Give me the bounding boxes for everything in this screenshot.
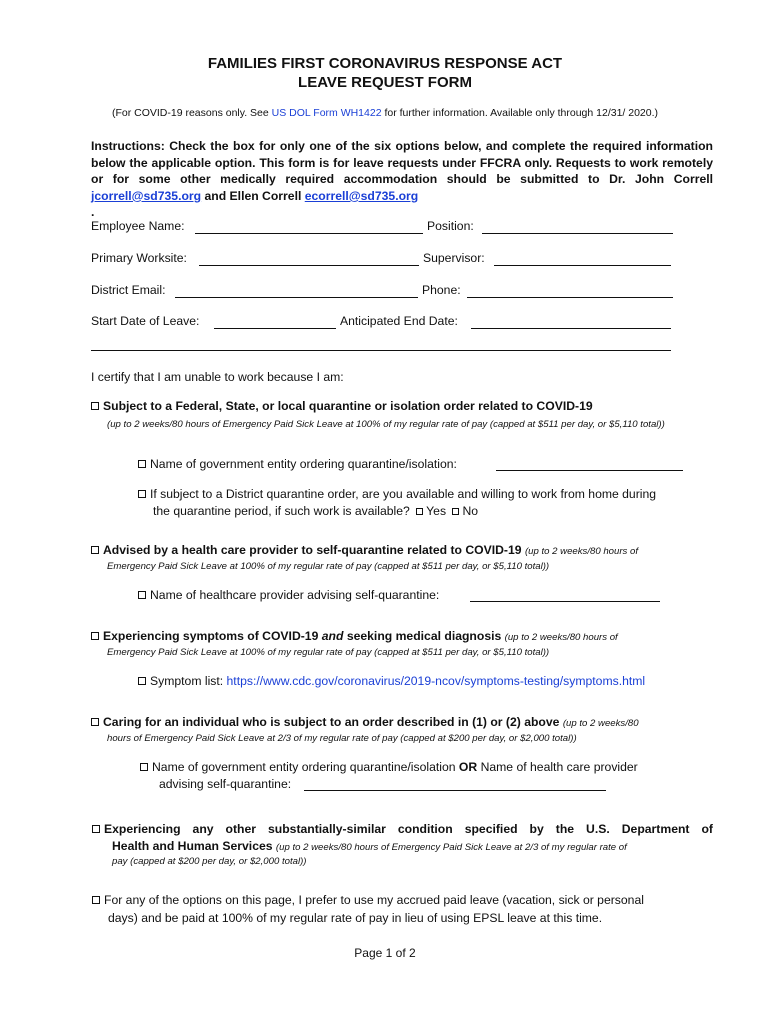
option-4-sub-1: Name of government entity ordering quarantine/isolation OR Name of health care provider [140,760,638,774]
option-1-note: (up to 2 weeks/80 hours of Emergency Paid Sick Leave at 100% of my regular rate of pay (capped at $511 per day, or $5,110 total)) [107,419,665,430]
form-title-line2: LEAVE REQUEST FORM [298,74,472,91]
email-link-jcorrell[interactable]: jcorrell@sd735.org [91,188,202,203]
phone-field[interactable] [467,297,673,298]
option-1-sub-2-checkbox[interactable] [138,490,146,498]
employee-name-field[interactable] [195,233,423,234]
primary-worksite-field[interactable] [199,265,419,266]
cdc-symptoms-link[interactable]: https://www.cdc.gov/coronavirus/2019-ncov/symptoms-testing/symptoms.html [226,674,646,688]
option-1: Subject to a Federal, State, or local quarantine or isolation order related to COVID-19 [91,399,593,413]
option-4-sub-1-line2: advising self-quarantine: [159,777,292,791]
option-1-sub-2-line2: the quarantine period, if such work is available? Yes No [153,504,479,518]
option-6-checkbox[interactable] [92,896,100,904]
district-email-label: District Email: [91,283,166,297]
option-3-checkbox[interactable] [91,632,99,640]
option-5: Experiencing any other substantially-similar condition specified by the U.S. Department of [92,822,713,836]
government-entity-field[interactable] [496,470,683,471]
position-label: Position: [427,219,474,233]
option-3-sub-1-checkbox[interactable] [138,677,146,685]
employee-name-label: Employee Name: [91,219,185,233]
option-1-sub-2: If subject to a District quarantine order, are you available and willing to work from home during [138,487,656,501]
option-2: Advised by a health care provider to self-quarantine related to COVID-19 (up to 2 weeks/80 hours of [91,543,638,557]
district-email-field[interactable] [175,297,418,298]
option-6-line2: days) and be paid at 100% of my regular rate of pay in lieu of using EPSL leave at this time. [108,911,603,925]
option-2-checkbox[interactable] [91,546,99,554]
supervisor-label: Supervisor: [423,251,485,265]
start-date-field[interactable] [214,328,336,329]
certify-statement: I certify that I am unable to work because I am: [91,370,344,384]
page-number: Page 1 of 2 [354,946,416,960]
end-date-field[interactable] [471,328,671,329]
phone-label: Phone: [422,283,461,297]
option-4-sub-1-checkbox[interactable] [140,763,148,771]
subtitle: (For COVID-19 reasons only. See US DOL Form WH1422 for further information. Available only through 12/31/ 2020.) [111,107,659,119]
position-field[interactable] [482,233,673,234]
option-1-checkbox[interactable] [91,402,99,410]
healthcare-provider-field[interactable] [470,601,660,602]
option-3: Experiencing symptoms of COVID-19 and seeking medical diagnosis (up to 2 weeks/80 hours of [91,629,618,643]
supervisor-field[interactable] [494,265,671,266]
email-link-ecorrell[interactable]: ecorrell@sd735.org [304,188,419,203]
dol-form-link[interactable]: US DOL Form WH1422 [271,107,382,119]
instructions: Instructions: Check the box for only one of the six options below, and complete the required information below the applicable option. This form is for leave requests under FFCRA only. Requests to work remotely or for some other medically required accommodation should be submitted to Dr. John Correll jcorrell@sd735.org and Ellen Correll ecorrell@sd735.org . [91,139,713,220]
option-4-note: hours of Emergency Paid Sick Leave at 2/3 of my regular rate of pay (capped at $200 per day, or $2,000 total)) [107,733,577,744]
additional-line[interactable] [91,350,671,351]
option-2-sub-1: Name of healthcare provider advising self-quarantine: [138,588,439,602]
form-title-line1: FAMILIES FIRST CORONAVIRUS RESPONSE ACT [207,55,563,72]
end-date-label: Anticipated End Date: [340,314,458,328]
yes-checkbox[interactable] [416,508,423,515]
option-3-note: Emergency Paid Sick Leave at 100% of my regular rate of pay (capped at $511 per day, or $5,110 total)) [107,647,550,658]
option-5-note: pay (capped at $200 per day, or $2,000 total)) [112,856,307,867]
primary-worksite-label: Primary Worksite: [91,251,187,265]
option-2-note: Emergency Paid Sick Leave at 100% of my regular rate of pay (capped at $511 per day, or $5,110 total)) [107,561,550,572]
option-6: For any of the options on this page, I prefer to use my accrued paid leave (vacation, sick or personal [92,893,644,907]
no-checkbox[interactable] [452,508,459,515]
start-date-label: Start Date of Leave: [91,314,200,328]
option-5-line2: Health and Human Services (up to 2 weeks/80 hours of Emergency Paid Sick Leave at 2/3 of my regular rate of [112,839,627,853]
option-1-sub-1-checkbox[interactable] [138,460,146,468]
option-2-sub-1-checkbox[interactable] [138,591,146,599]
option-4-checkbox[interactable] [91,718,99,726]
option-4: Caring for an individual who is subject to an order described in (1) or (2) above (up to 2 weeks/80 [91,715,639,729]
entity-or-provider-field[interactable] [304,790,606,791]
option-1-sub-1: Name of government entity ordering quarantine/isolation: [138,457,457,471]
option-5-checkbox[interactable] [92,825,100,833]
option-3-sub-1: Symptom list: https://www.cdc.gov/coronavirus/2019-ncov/symptoms-testing/symptoms.html [138,674,645,688]
